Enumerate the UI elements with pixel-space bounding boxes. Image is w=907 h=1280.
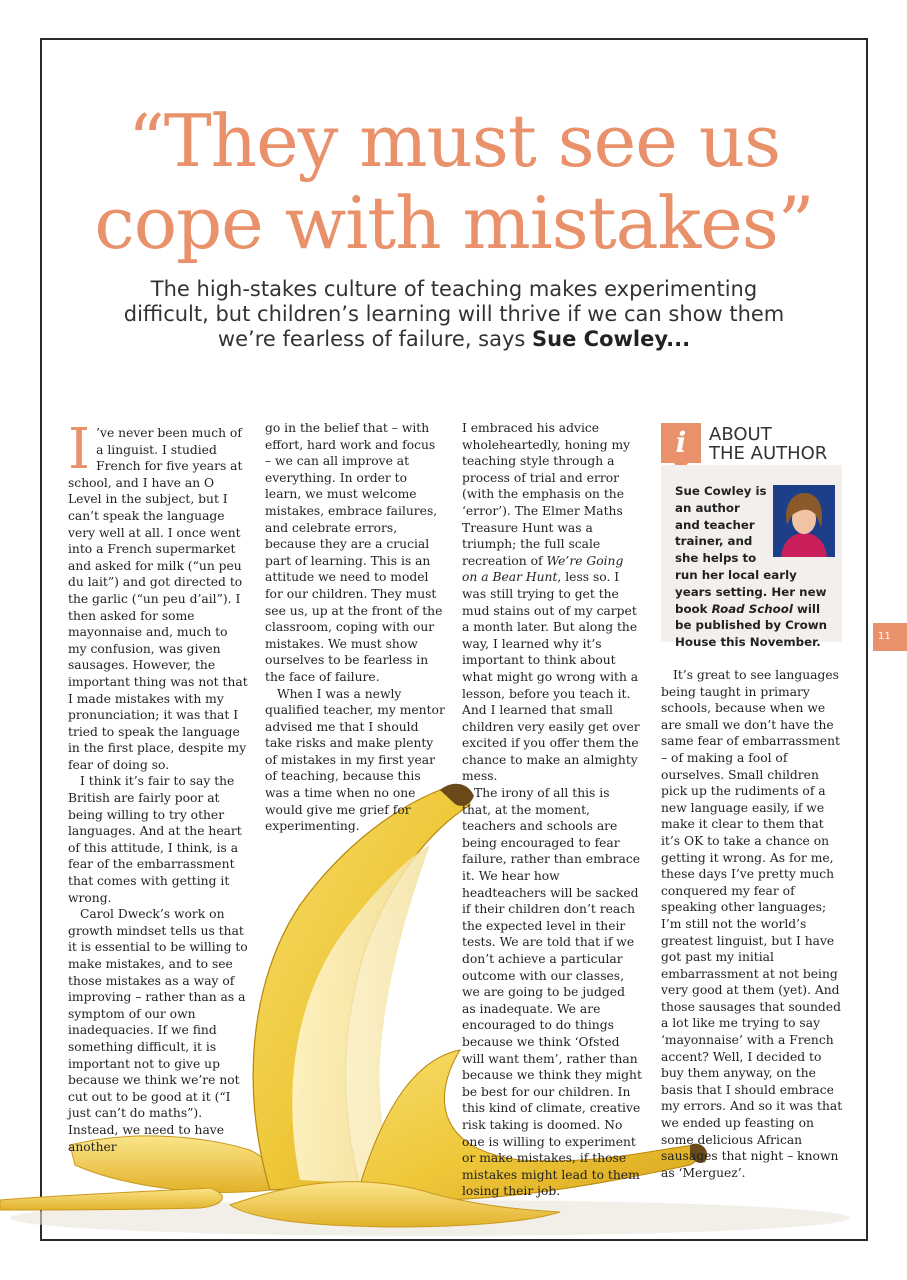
paragraph <box>68 417 248 773</box>
standfirst <box>120 277 788 352</box>
book-title-italic: We’re Going on a Bear Hunt <box>462 553 624 585</box>
article-column-4 <box>661 667 843 1181</box>
author-bio-text: Sue Cowley is an author and teacher trainer, and she helps to run her local early years setting. Her new book <box>675 484 827 616</box>
paragraph: go in the belief that – with effort, hard work and focus – we can all improve at everything. In order to learn, we must welcome mistakes, embrace failures, and celebrate errors, because they are a crucial part of learning. This is an attitude we need to model for our children. They must see us, up at the front of the classroom, coping with our mistakes. We must show ourselves to be fearless in the face of failure. <box>265 421 443 684</box>
drop-cap: I <box>68 417 91 482</box>
paragraph: Carol Dweck’s work on growth mindset tells us that it is essential to be willing to make mistakes, and to see those mistakes as a way of improving – rather than as a symptom of our own inadequacies. If we find something difficult, it is important not to give up because we think we’re not cut out to be good at it (“I just can’t do maths”). Instead, we need to have another <box>68 907 248 1154</box>
paragraph: When I was a newly qualified teacher, my mentor advised me that I should take risks and make plenty of mistakes in my first year of teaching, because this was a time when no one would give me grief for experimenting. <box>265 686 445 834</box>
author-book-title: Road School <box>711 601 793 616</box>
author-bio <box>675 483 835 651</box>
about-title-line2: THE AUTHOR <box>709 443 828 464</box>
article-column-1 <box>68 417 248 1155</box>
paragraph: It’s great to see languages being taught in primary schools, because when we are small we don’t have the same fear of embarrassment – of making a fool of ourselves. Small children pick up the rudiments of a new language easily, if we make it clear to them that it’s OK to take a chance on getting it wrong. As for me, these days I’ve pretty much conquered my fear of speaking other languages; I’m still not the world’s greatest linguist, but I have got past my initial embarrassment at not being very good at them (yet). And those sausages that sounded a lot like me trying to say ‘mayonnaise’ with a French accent? Well, I decided to buy them anyway, on the basis that I should embrace my errors. And so it was that we ended up feasting on some delicious African sausages that night – known as ‘Merguez’. <box>661 668 843 1180</box>
about-author-title <box>709 425 827 463</box>
page-number-tab: 11 <box>873 623 907 651</box>
paragraph-text: , less so. I was still trying to get the mud stains out of my carpet a month later. But along the way, I learned why it’s important to think about what might go wrong with a lesson, before you teach it. And I learned that small children very easily get over excited if you offer them the chance to make an almighty mess. <box>462 570 640 784</box>
paragraph <box>462 420 642 785</box>
author-portrait-image <box>773 485 835 557</box>
article-column-2 <box>265 420 445 835</box>
paragraph-text: ’ve never been much of a linguist. I studied French for five years at school, and I have an O Level in the subject, but I can’t speak the language very well at all. I once went into a French supermarket and asked for milk (“un peu du lait”) and got directed to the garlic (“un peu d’ail”). I then asked for some mayonnaise and, much to my confusion, was given sausages. However, the important thing was not that I made mistakes with my pronunciation; it was that I tried to speak the language in the first place, despite my fear of doing so. <box>68 426 248 772</box>
standfirst-author: Sue Cowley... <box>532 327 691 351</box>
about-title-line1: ABOUT <box>709 424 772 445</box>
paragraph: I think it’s fair to say the British are fairly poor at being willing to try other languages. And at the heart of this attitude, I think, is a fear of the embarrassment that comes with getting it wrong. <box>68 774 242 905</box>
standfirst-text: The high-stakes culture of teaching makes experimenting difficult, but children’s learning will thrive if we can show them we’re fearless of failure, says <box>123 277 785 351</box>
paragraph-text: I embraced his advice wholeheartedly, honing my teaching style through a process of trial and error (with the emphasis on the ‘error’). The Elmer Maths Treasure Hunt was a triumph; the full scale recreation of <box>462 421 631 568</box>
info-icon: i <box>661 423 701 463</box>
paragraph: The irony of all this is that, at the moment, teachers and schools are being encouraged to fear failure, rather than embrace it. We hear how headteachers will be sacked if their children don’t reach the expected level in their tests. We are told that if we don’t achieve a particular outcome with our classes, we are going to be judged as inadequate. We are encouraged to do things because we think ‘Ofsted will want them’, rather than because we think they might be best for our children. In this kind of climate, creative risk taking is doomed. No one is willing to experiment or make mistakes, if those mistakes might lead to them losing their job. <box>462 786 642 1199</box>
headline: “They must see us cope with mistakes” <box>94 99 814 265</box>
article-column-3 <box>462 420 642 1200</box>
author-bio-text: will be published by Crown House this November. <box>675 601 828 650</box>
